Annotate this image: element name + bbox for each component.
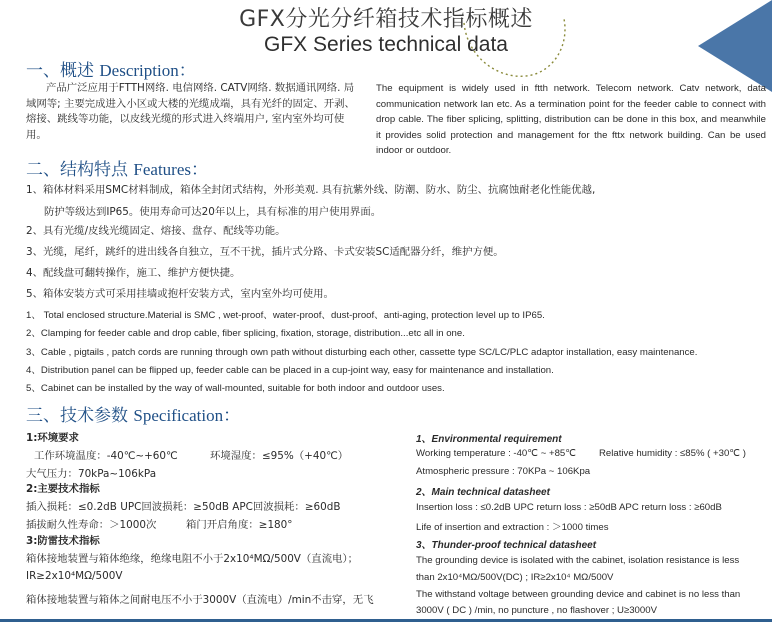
description-heading — [26, 56, 196, 81]
spec-en-thunder-title: 3、Thunder-proof technical datasheet — [416, 540, 597, 551]
feature-en-item-5: 5、Cabinet can be installed by the way of wall-mounted, suitable for both indoor and outdoor uses. — [26, 383, 445, 394]
description-heading-cn: 一、概述 — [26, 61, 94, 81]
feature-en-item-2: 2、Clamping for feeder cable and drop cable, fiber splicing, fixation, storage, distribution...etc all in one. — [26, 328, 465, 339]
spec-cn-main-title: 2:主要技术指标 — [26, 483, 100, 495]
page-title-chinese: GFX分光分纤箱技术指标概述 — [239, 7, 533, 32]
feature-cn-item-2: 2、具有光缆/皮线光缆固定、熔接、盘存、配线等功能。 — [26, 225, 286, 237]
spec-en-env-pressure: Atmospheric pressure : 70KPa ~ 106Kpa — [416, 466, 591, 477]
spec-en-thunder-line2: than 2x10⁴MΩ/500V(DC) ; IR≥2x10⁴ MΩ/500V — [416, 572, 614, 583]
description-en-text: The equipment is widely used in ftth network. Telecom network. Catv network, data communication network lan etc. As a termination point for the feeder cable to connect with drop cable. The fiber splicing, splitting, distribution can be done in this box, and meanwhile it provides solid protection and management for the fttx network building. Can be used indoor or outdoor. — [376, 83, 766, 156]
spec-cn-thunder-title: 3:防雷技术指标 — [26, 535, 100, 547]
spec-en-main-title: 2、Main technical datasheet — [416, 487, 550, 498]
description-heading-en: Description： — [99, 61, 196, 80]
spec-en-main-loss: Insertion loss : ≤0.2dB UPC return loss : ≥50dB APC return loss : ≥60dB — [416, 502, 722, 513]
feature-cn-item-4: 4、配线盘可翻转操作，施工、维护方便快捷。 — [26, 267, 241, 279]
spec-en-thunder-line4: 3000V ( DC ) /min, no puncture , no flashover ; U≥3000V — [416, 605, 657, 616]
spec-en-thunder-line3: The withstand voltage between grounding device and cabinet is no less than — [416, 589, 741, 600]
spec-cn-main-door: 箱门开启角度：≥180° — [186, 519, 293, 531]
features-heading-cn: 二、结构特点 — [26, 160, 128, 180]
spec-cn-main-life: 插拔耐久性寿命：＞1000次 — [26, 519, 157, 531]
spec-cn-env-pressure: 大气压力：70kPa~106kPa — [26, 468, 157, 480]
feature-cn-item-1: 1、箱体材料采用SMC材料制成，箱体全封闭式结构，外形美观. 具有抗紫外线、防潮、防水、防尘、抗腐蚀耐老化性能优越, — [26, 184, 596, 196]
spec-en-env-humidity: Relative humidity : ≤85% ( +30℃ ) — [599, 448, 746, 459]
spec-cn-main-loss: 插入损耗：≤0.2dB UPC回波损耗：≥50dB APC回波损耗：≥60dB — [26, 501, 341, 513]
feature-en-item-1: 1、 Total enclosed structure.Material is SMC , wet-proof、water-proof、dust-proof、anti-aging, protection level up to IP65. — [26, 310, 545, 321]
spec-cn-env-title: 1:环境要求 — [26, 432, 79, 444]
spec-cn-env-temp: 工作环境温度：-40℃~+60℃ — [34, 450, 178, 462]
spec-cn-thunder-line3: 箱体接地装置与箱体之间耐电压不小于3000V（直流电）/min不击穿，无飞 — [26, 594, 374, 606]
specification-heading-en: Specification： — [133, 406, 241, 425]
feature-en-item-4: 4、Distribution panel can be flipped up, feeder cable can be placed in a cup-joint way, easy for maintenance and installation. — [26, 365, 554, 376]
description-cn-text: 产品广泛应用于FTTH网络. 电信网络. CATV网络. 数据通讯网络. 局域网等; 主要完成进入小区或大楼的光缆成端，具有光纤的固定、开剥、熔接、跳线等功能，以皮线光缆的形式进入终端用户, 室内室外均可使用。 — [26, 82, 355, 141]
page-title-english: GFX Series technical data — [264, 33, 508, 56]
feature-en-item-3: 3、Cable , pigtails , patch cords are running through own path without disturbing each other, cassette type SC/LC/PLC adaptor installation, easy maintenance. — [26, 347, 698, 358]
specification-heading-cn: 三、技术参数 — [26, 406, 128, 426]
feature-cn-item-1-cont: 防护等级达到IP65。使用寿命可达20年以上，具有标准的用户使用界面。 — [44, 206, 382, 218]
features-heading — [26, 155, 208, 180]
spec-en-env-temp: Working temperature : -40℃ ~ +85℃ — [416, 448, 577, 459]
feature-cn-item-5: 5、箱体安装方式可采用挂墙或抱杆安装方式，室内室外均可使用。 — [26, 288, 334, 300]
spec-en-main-life: Life of insertion and extraction : ＞1000 times — [416, 522, 609, 533]
specification-heading — [26, 401, 240, 426]
spec-cn-thunder-line2: IR≥2x10⁴MΩ/500V — [26, 570, 123, 582]
spec-cn-env-humidity: 环境湿度：≤95%（+40℃） — [210, 450, 349, 462]
feature-cn-item-3: 3、光缆，尾纤，跳纤的进出线各自独立，互不干扰，插片式分路、卡式安装SC适配器分纤，维护方便。 — [26, 246, 504, 258]
features-heading-en: Features： — [133, 160, 208, 179]
spec-cn-thunder-line1: 箱体接地装置与箱体绝缘，绝缘电阻不小于2x10⁴MΩ/500V（直流电）； — [26, 553, 359, 565]
spec-en-env-title: 1、Environmental requirement — [416, 434, 562, 445]
spec-en-thunder-line1: The grounding device is isolated with the cabinet, isolation resistance is less — [416, 555, 740, 566]
